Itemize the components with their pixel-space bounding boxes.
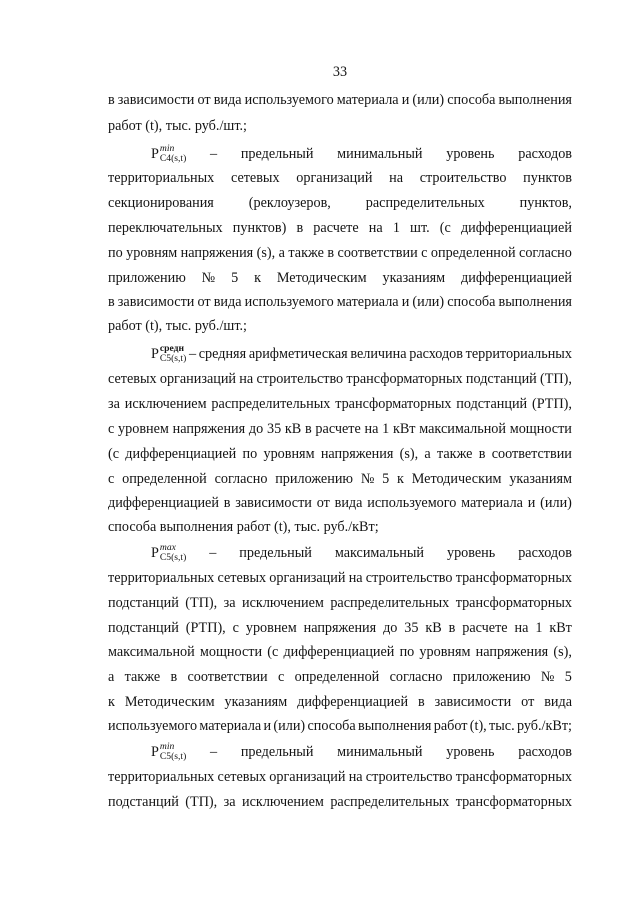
word: мощности [199,644,263,660]
text-line [108,194,572,212]
word: к [108,694,115,710]
word: уровнем [118,421,169,437]
word: расходов [409,345,463,362]
formula-superscript: min [159,143,175,154]
word: напряжения [475,644,549,660]
word: – [209,544,217,561]
word: минимальный [337,145,423,162]
formula-p-min-c5 [151,741,186,762]
word: используемого [367,495,457,511]
word: (реклоузеров, [248,195,331,211]
word: также [437,446,473,462]
word: в [418,694,425,710]
word: – [210,743,218,760]
text-line [108,494,572,512]
word: 5 [231,270,239,286]
word: также [124,669,161,685]
word: максимальной [419,421,506,437]
text-line [108,395,572,413]
word: дифференциацией [461,270,572,286]
word: дифференциацией [283,644,395,660]
word: уровень [446,145,495,162]
word: выполнения [358,718,432,734]
formula-scripts [160,543,186,563]
word: к [254,270,261,286]
word: зависимости [235,495,312,511]
definition-line-c5-max [151,542,572,563]
word: строительство [365,769,453,785]
word: напряжения [320,446,394,462]
word: и [263,718,272,734]
formula-p-min-c4 [151,143,186,164]
word: (с [267,644,279,660]
word: дифференциацией [460,220,572,236]
word: кВ [425,620,442,636]
word: предельный [240,743,314,760]
word: расходов [518,145,572,162]
word: (или) [412,92,445,108]
word: на [364,421,379,437]
word: за [223,595,236,611]
word: и [401,92,410,108]
word: 1 [382,421,390,437]
word: пунктов [523,170,572,186]
word: в [448,620,456,636]
word: а [108,669,115,685]
word: вида [544,694,572,710]
word: сетевых [217,769,267,785]
word: (или) [412,294,445,310]
text-line [108,717,572,735]
text-line [108,293,572,311]
word: (ТП), [185,595,218,611]
word: по [108,245,123,261]
definition-line-c5-avg [151,343,572,364]
word: (t), [469,718,487,734]
word: в [296,220,304,236]
word: секционирования [108,195,214,211]
word: пунктов) [232,220,287,236]
word: исключением [124,396,207,412]
word: а [278,245,285,261]
word: 1 [392,220,400,236]
word: (РТП), [185,620,226,636]
word: на [389,170,404,186]
text-line [108,693,572,711]
word: на [514,620,529,636]
word: руб./кВт; [516,718,572,734]
word: определенной [294,669,380,685]
formula-scripts [160,344,186,364]
word: организаций [296,170,373,186]
word: сетевых [217,570,267,586]
word: определенной [122,471,207,487]
word: строительство [419,170,507,186]
text-line [108,793,572,811]
formula-superscript: средн [159,343,184,354]
word: территориальных [108,769,215,785]
word: территориальных [465,345,572,362]
word: с [108,421,115,437]
word: в [304,421,312,437]
word: № [360,471,375,487]
word: напряжения [172,421,246,437]
text-line [108,269,572,287]
formula-base: P [151,743,159,760]
word: материала [336,92,399,108]
word: средняя [198,345,247,362]
word: предельный [240,145,314,162]
word: кВт [549,620,572,636]
word: расходов [518,743,572,760]
word: в [223,495,231,511]
word: (ТП), [185,794,218,810]
word: строительство [256,371,344,387]
word: указаниям [224,694,288,710]
word: (с [439,220,451,236]
text-line [108,768,572,786]
formula-p-avg-c5 [151,343,186,364]
word: согласно [389,669,443,685]
word: с [108,471,115,487]
text-line [108,445,572,463]
word: расходов [518,544,572,561]
word: трансформаторных [455,769,572,785]
word: используемого [244,92,334,108]
word: на [348,769,363,785]
word: Методическим [276,270,367,286]
word: способа [447,92,496,108]
word: максимальный [334,544,425,561]
word: распределительных [211,396,331,412]
formula-base: P [151,544,159,561]
word: приложению [108,270,186,286]
word: к [397,471,404,487]
word: подстанций [108,794,179,810]
word: указаниям [509,471,572,487]
formula-base: P [151,145,159,162]
word: распределительных [365,195,485,211]
word: подстанций [108,595,179,611]
text-line [108,91,572,109]
word: используемого [244,294,334,310]
word: зависимости [434,694,512,710]
word: трансформаторных [455,570,572,586]
word: работ [433,718,468,734]
text-line [108,668,572,686]
word: от [197,294,211,310]
word: 5 [564,669,572,685]
word: территориальных [108,170,215,186]
word: организаций [269,570,346,586]
word: Методическим [124,694,215,710]
word: определенной [430,245,516,261]
word: материала [336,294,399,310]
word: строительство [365,570,453,586]
word: расчете [313,220,359,236]
word: уровням [419,644,471,660]
word: напряжения [180,245,254,261]
word: от [316,495,330,511]
formula-p-max-c5 [151,542,186,563]
word: соответствии [337,245,418,261]
word: исключением [242,595,324,611]
word: материала [199,718,262,734]
text-line [108,569,572,587]
word: до [383,620,398,636]
word: приложению [275,471,354,487]
word: в [170,669,178,685]
word: и [527,495,536,511]
word: (РТП), [531,396,572,412]
text-line [108,619,572,637]
word: указаниям [382,270,446,286]
word: 35 [266,421,282,437]
formula-subscript: C5(s,t) [159,751,187,762]
word: материала [461,495,523,511]
formula-subscript: C5(s,t) [159,552,187,563]
word: также [288,245,324,261]
word: на [348,570,363,586]
word: вида [334,495,363,511]
word: трансформаторных [455,595,572,611]
word: до [248,421,264,437]
word: дифференциацией [297,694,409,710]
word: № [201,270,216,286]
word: зависимости [117,92,195,108]
word: за [108,396,120,412]
page-number: 33 [332,64,348,80]
word: распределительных [330,595,450,611]
word: мощности [509,421,572,437]
formula-scripts [160,144,186,164]
word: уровням [126,245,178,261]
word: подстанций [465,371,537,387]
word: (или) [273,718,306,734]
word: кВ [284,421,302,437]
word: и [401,294,410,310]
word: минимальный [337,743,423,760]
formula-subscript: C4(s,t) [159,153,187,164]
text-line: работ (t), тыс. руб./шт.; [108,318,247,334]
definition-line-c4-min [151,143,572,164]
word: тыс. [489,718,515,734]
word: (с [108,446,120,462]
word: вида [213,92,242,108]
word: трансформаторных [335,396,452,412]
word: в [108,294,115,310]
word: (или) [540,495,572,511]
word: способа [447,294,496,310]
word: сетевых [108,371,157,387]
word: в [478,446,486,462]
word: уровням [263,446,315,462]
word: за [223,794,236,810]
word: расчете [315,421,361,437]
text-line [108,594,572,612]
word: уровень [446,544,496,561]
word: от [521,694,535,710]
word: дифференциацией [125,446,237,462]
word: распределительных [330,794,450,810]
word: кВт [392,421,416,437]
formula-subscript: C5(s,t) [159,353,187,364]
word: уровень [446,743,495,760]
word: на [239,371,254,387]
word: – [210,145,218,162]
word: приложению [452,669,531,685]
word: подстанций [108,620,179,636]
word: на [368,220,383,236]
word: предельный [239,544,312,561]
word: с [421,245,428,261]
word: шт. [410,220,430,236]
word: соответствии [187,669,268,685]
word: трансформаторных [346,371,463,387]
word: способа [307,718,356,734]
text-line [108,169,572,187]
word: – [188,345,197,362]
word: дифференциацией [108,495,219,511]
word: в [108,92,115,108]
text-line [108,244,572,262]
text-line [108,470,572,488]
word: исключением [242,794,324,810]
word: подстанций [456,396,528,412]
word: организаций [269,769,346,785]
word: соответствии [491,446,572,462]
word: величина [350,345,407,362]
word: переключательных [108,220,223,236]
word: № [540,669,555,685]
word: уровнем [245,620,297,636]
word: (s), [256,245,276,261]
word: выполнения [498,294,572,310]
word: выполнения [498,92,572,108]
word: напряжения [303,620,377,636]
word: территориальных [108,570,215,586]
formula-superscript: min [159,741,175,752]
word: сетевых [230,170,280,186]
word: 1 [535,620,543,636]
word: (s), [399,446,419,462]
word: в [327,245,335,261]
text-line [108,370,572,388]
word: по [399,644,415,660]
text-line [108,219,572,237]
word: по [242,446,258,462]
word: (ТП), [540,371,572,387]
word: Методическим [411,471,502,487]
word: используемого [108,718,198,734]
word: зависимости [117,294,195,310]
formula-superscript: max [159,542,176,553]
definition-line-c5-min [151,741,572,762]
formula-base: P [151,345,159,362]
word: а [424,446,431,462]
word: вида [213,294,242,310]
word: с [277,669,285,685]
text-line [108,420,572,438]
word: пунктов, [519,195,572,211]
word: 5 [382,471,390,487]
word: (s), [553,644,572,660]
text-line: способа выполнения работ (t), тыс. руб./кВт; [108,519,379,535]
word: от [197,92,211,108]
word: согласно [214,471,268,487]
word: трансформаторных [455,794,572,810]
word: с [232,620,239,636]
word: арифметическая [248,345,348,362]
word: максимальной [108,644,195,660]
text-line: работ (t), тыс. руб./шт.; [108,118,247,134]
word: расчете [462,620,508,636]
word: 35 [404,620,419,636]
text-line [108,643,572,661]
formula-scripts [160,742,186,762]
word: согласно [519,245,572,261]
word: организаций [159,371,237,387]
